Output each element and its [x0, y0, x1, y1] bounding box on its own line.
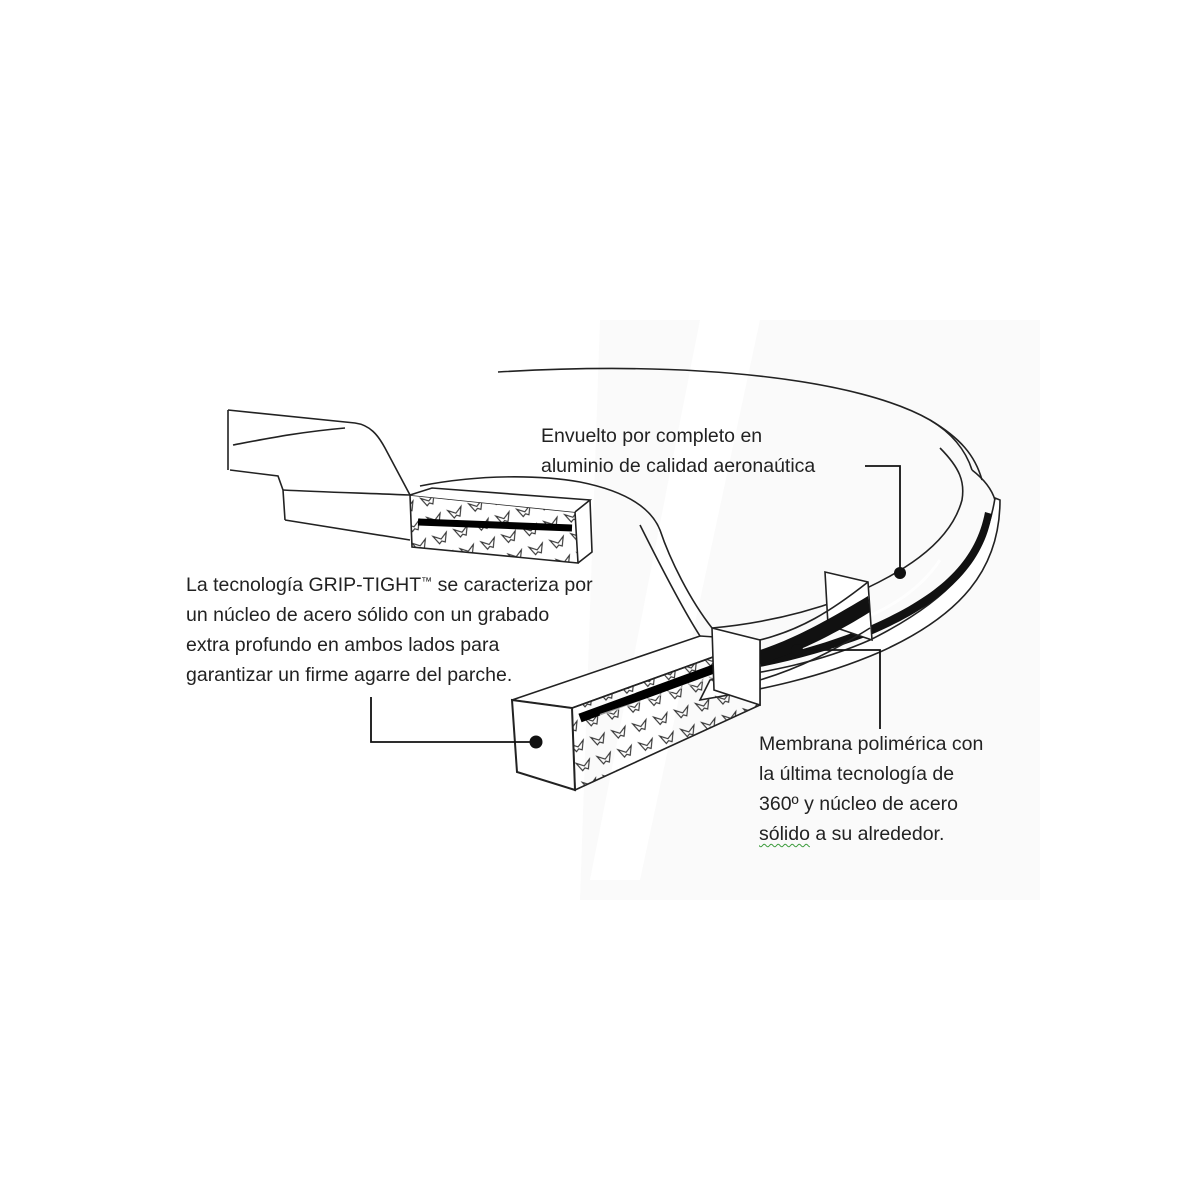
label-membrane-line-3: 360º y núcleo de acero: [759, 793, 959, 815]
label-polymer-membrane: [759, 729, 983, 849]
label-grip-line-1: [186, 567, 593, 600]
trademark-symbol: ™: [421, 576, 433, 588]
label-grip-line-4: garantizar un firme agarre del parche.: [186, 664, 513, 686]
label-membrane-line-1: Membrana polimérica con: [759, 733, 984, 755]
callout-dot-wrap: [894, 567, 906, 579]
callout-dot-membrane: [791, 644, 803, 656]
rim-straight-section: [228, 410, 410, 540]
label-wrap-line-1: Envuelto por completo en: [541, 425, 763, 447]
core-section-upper: [410, 488, 592, 563]
spellcheck-word: sólido: [759, 823, 810, 845]
callout-dot-grip: [530, 736, 543, 749]
label-grip-tight: [186, 567, 593, 690]
label-grip-line-2: un núcleo de acero sólido con un grabado: [186, 604, 550, 626]
label-grip-line-3: extra profundo en ambos lados para: [186, 634, 500, 656]
label-membrane-line-2: la última tecnología de: [759, 763, 955, 785]
label-membrane-line-4-rest: a su alrededor.: [809, 823, 945, 845]
label-aluminium-wrap: [541, 421, 815, 481]
label-wrap-line-2: aluminio de calidad aeronaútica: [541, 455, 816, 477]
label-grip-line-1b: se caracteriza por: [432, 574, 593, 596]
label-grip-line-1a: La tecnología GRIP-TIGHT: [186, 574, 422, 596]
label-membrane-line-4: [759, 819, 983, 849]
